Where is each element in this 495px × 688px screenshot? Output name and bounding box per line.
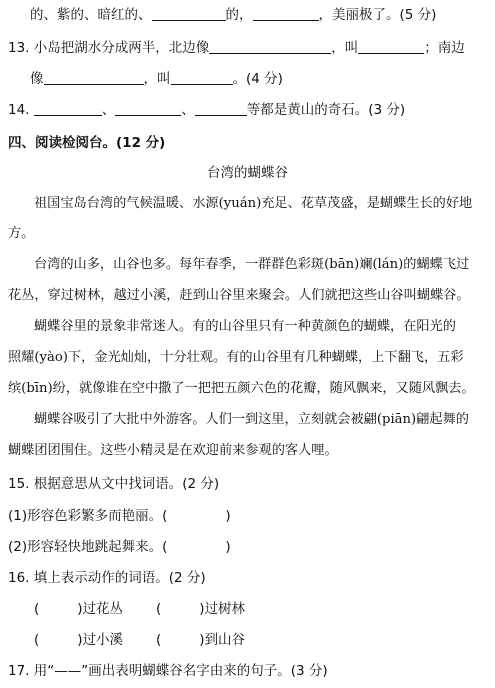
q14-text: 等都是黄山的奇石。(3 分)	[246, 102, 406, 118]
q16-item	[34, 599, 123, 619]
q16-item	[156, 630, 245, 650]
q16-line	[8, 568, 206, 588]
q17-text: 用“——”画出表明蝴蝶谷名字由来的句子。(3 分)	[33, 663, 328, 679]
q13-text-3: ；南边	[424, 40, 465, 56]
q14-sep-1: 、	[101, 102, 116, 118]
q13-text-2: ，叫	[331, 40, 359, 56]
q17-line	[8, 661, 328, 681]
q13-number: 13.	[8, 40, 30, 56]
q13-blank-3[interactable]	[44, 70, 144, 85]
q17-number: 17.	[8, 663, 30, 679]
q12-text-2: 的，	[225, 7, 253, 23]
passage-line: 缤(bīn)纷，就像谁在空中撒了一把把五颜六色的花瓣，随风飘来，又随风飘去。	[8, 381, 475, 396]
q15-item-1-close: )	[225, 508, 231, 524]
q16-item-3: 过小溪	[82, 632, 124, 648]
passage-line: 方。	[8, 226, 35, 241]
q15-item-1	[8, 506, 231, 526]
q16-open: (	[156, 601, 162, 617]
q16-close: )	[199, 632, 205, 648]
q13-blank-4[interactable]	[171, 70, 233, 85]
q15-item-2-text: (2)形容轻快地跳起舞来。(	[8, 539, 168, 555]
q16-open: (	[34, 601, 40, 617]
q16-item	[156, 599, 245, 619]
q12-text-1: 的、紫的、暗红的、	[30, 7, 152, 23]
passage-line: 台湾的山多，山谷也多。每年春季，一群群色彩斑(bān)斓(lán)的蝴蝶飞过	[34, 257, 470, 272]
q16-number: 16.	[8, 570, 30, 586]
passage-title: 台湾的蝴蝶谷	[207, 165, 288, 181]
passage-line: 祖国宝岛台湾的气候温暖、水源(yuán)充足、花草茂盛，是蝴蝶生长的好地	[34, 196, 473, 211]
passage-line: 花丛，穿过树林，越过小溪，赶到山谷里来聚会。人们就把这些山谷叫蝴蝶谷。	[8, 288, 470, 303]
q16-close: )	[199, 601, 205, 617]
q16-open: (	[34, 632, 40, 648]
q12-text-3: ，美丽极了。(5 分)	[318, 7, 437, 23]
q16-item-2: 过树林	[204, 601, 246, 617]
passage-line: 蝴蝶谷里的景象非常迷人。有的山谷里只有一种黄颜色的蝴蝶，在阳光的	[34, 319, 456, 334]
q13-text-5: ，叫	[143, 71, 171, 87]
q16-item	[34, 630, 123, 650]
q13-text-6: 。(4 分)	[232, 71, 283, 87]
q14-blank-3[interactable]	[195, 101, 247, 116]
q15-item-1-text: (1)形容色彩繁多而艳丽。(	[8, 508, 168, 524]
q16-item-4: 到山谷	[204, 632, 246, 648]
passage-line: 照耀(yào)下，金光灿灿，十分壮观。有的山谷里有几种蝴蝶，上下翻飞，五彩	[8, 350, 464, 365]
q16-open: (	[156, 632, 162, 648]
q15-item-2-close: )	[225, 539, 231, 555]
q14-blank-2[interactable]	[115, 101, 181, 116]
q16-item-1: 过花丛	[82, 601, 124, 617]
q14-blank-1[interactable]	[34, 101, 102, 116]
q13-line-2	[30, 69, 283, 89]
q15-line	[8, 474, 219, 494]
passage-line: 蝴蝶谷吸引了大批中外游客。人们一到这里，立刻就会被翩(piān)翩起舞的	[34, 412, 469, 427]
q15-item-2	[8, 537, 231, 557]
q13-blank-1[interactable]	[209, 39, 331, 54]
q13-blank-2[interactable]	[358, 39, 424, 54]
q12-blank-2[interactable]	[253, 6, 319, 21]
q13-text-4: 像	[30, 71, 44, 87]
q16-close: )	[77, 632, 83, 648]
q16-close: )	[77, 601, 83, 617]
q14-number: 14.	[8, 102, 30, 118]
q14-line	[8, 100, 405, 120]
q13-line-1	[8, 38, 465, 58]
section-4-heading: 四、阅读检阅台。(12 分)	[8, 135, 166, 151]
q12-blank-1[interactable]	[152, 6, 226, 21]
q15-text: 根据意思从文中找词语。(2 分)	[33, 476, 220, 492]
passage-line: 蝴蝶团团围住。这些小精灵是在欢迎前来参观的客人哩。	[8, 443, 338, 458]
q12-line	[30, 5, 436, 25]
q14-sep-2: 、	[181, 102, 195, 118]
q16-text: 填上表示动作的词语。(2 分)	[33, 570, 206, 586]
q15-number: 15.	[8, 476, 30, 492]
q13-text-1: 小岛把湖水分成两半，北边像	[33, 40, 210, 56]
